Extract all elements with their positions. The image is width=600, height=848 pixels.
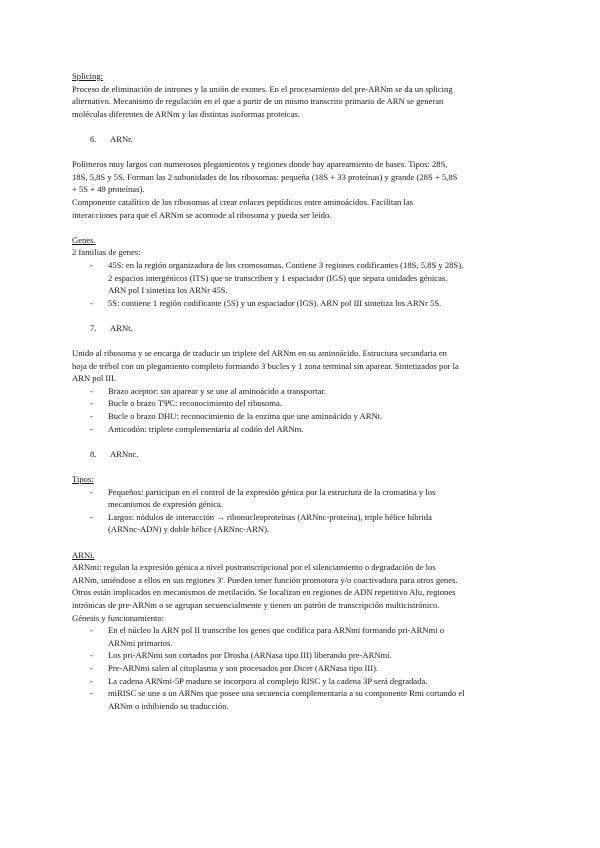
paragraph-line: Proceso de eliminación de intrones y la unión de exones. En el procesamiento del pre-ARNm se da un splicing [72,83,453,94]
splicing-heading: Splicing: [72,71,104,81]
section-8-heading [72,448,524,461]
list-item [72,649,524,662]
section-number: 8. [90,448,97,459]
section-number: 7. [90,322,97,333]
list-item-line: - 5S: contiene 1 región codificante (5S) y un espaciador (IGS). ARN pol III sintetiza los ARNr 5S. [108,297,442,308]
list-item: - Bucle o brazo DHU: reconocimiento de la enzima que une aminoácido y ARNt. [72,410,524,423]
list-item [72,511,524,536]
paragraph-line: hoja de trébol con un plegamiento completo formando 3 bucles y 1 zona terminal sin aparear. Sintetizados por la [72,360,459,371]
paragraph-line: ARNmi: regulan la expresión génica a nivel postranscripcional por el silenciamiento o degradación de los [72,562,436,573]
paragraph-line: moléculas diferentes de ARNm y las distintas isoformas proteicas. [72,108,300,119]
paragraph-line: ARNm, uniéndose a ellos en sus regiones 3'. Pueden tener función promotora y/o coactivadora para otros genes. [72,574,458,585]
paragraph-line: Génesis y funcionamiento: [72,612,165,623]
section-number: 6. [90,133,97,144]
list-item-line: - miRISC se une a un ARNm que posee una secuencia complementaria a su componente Rmi cortando el [108,688,465,699]
paragraph-line: interacciones para que el ARNm se acomode al ribosoma y pueda ser leído. [72,209,332,220]
arni-heading: ARNi. [72,549,95,560]
list-item [72,297,524,310]
list-item: - Brazo aceptor: sin aparear y se une al aminoácido a transportar. [72,385,524,398]
paragraph-line: alternativo. Mecanismo de regulación en el que a partir de un mismo transcrito primario de ARN se generan [72,96,444,107]
list-item-line: - En el núcleo la ARN pol II transcribe los genes que codifica para ARNmi formando pri-ARNmi o [108,625,445,636]
section-title: ARNt. [110,322,133,333]
list-item-line: mecanismos de expresión génica. [108,499,224,510]
list-item-line: ARN pol I sintetiza los ARNr 45S. [108,285,228,296]
list-item [72,687,524,712]
paragraph-line: + 5S + 49 proteínas). [72,184,145,195]
list-item-line: - La cadena ARNmi-5P maduro se incorpora al complejo RISC y la cadena 3P será degradada. [108,675,428,686]
list-item-line: 2 espacios intergénicos (ITS) que se transcriben y 1 espaciador (IGS) que separa unidades génicas. [108,272,448,283]
paragraph-line: intrónicas de pre-ARNm o se agrupan secuencialmente y tienen un patrón de transcripción multicistrónico. [72,599,440,610]
list-item-line: - Pequeños: participan en el control de la expresión génica por la estructura de la cromatina y los [108,486,436,497]
list-item [72,259,524,297]
paragraph-line: Polímeros muy largos con numerosos plegamientos y regiones donde hay apareamiento de bases. Tipos: 28S, [72,159,448,170]
list-item-line: - Largos: nódulos de interacción → ribonucleoproteínas (ARNnc-proteína), triple hélice híbrida [108,511,432,522]
section-title: ARNr. [110,133,133,144]
trna-parts-list [72,385,524,435]
genes-intro: 2 familias de genes: [72,247,141,258]
list-item [72,624,524,649]
list-item [72,675,524,688]
list-item: - Bucle o brazo TΨC: reconocimiento del ribosoma. [72,397,524,410]
list-item-line: ARNm o inhibiendo su traducción. [108,700,229,711]
paragraph-line: Unido al ribosoma y se encarga de traducir un triplete del ARNm en su aminoácido. Estructura secundaria en [72,348,447,359]
list-item-line: ARNmi primarios. [108,637,173,648]
tipos-list [72,486,524,536]
list-item [72,662,524,675]
genesis-list [72,624,524,712]
tipos-heading: Tipos: [72,474,94,484]
section-7-heading [72,322,524,335]
paragraph-line: 18S, 5,8S y 5S. Forman las 2 subunidades de los ribosomas: pequeña (18S + 33 proteínas) y grande (28S + 5,8S [72,171,458,182]
list-item-line: - Los pri-ARNmi son cortados por Drosha (ARNasa tipo III) liberando pre-ARNmi. [108,650,392,661]
genes-list [72,259,524,309]
list-item-line: (ARNnc-ADN) y doble hélice (ARNnc-ARN). [108,524,270,535]
list-item-line: - Pre-ARNmi salen al citoplasma y son procesados por Dicer (ARNasa tipo III). [108,662,379,673]
paragraph-line: Componente catalítico de los ribosomas al crear enlaces peptídicos entre aminoácidos. Facilitan las [72,196,414,207]
paragraph-line: ARN pol III. [72,373,117,384]
list-item-line: - 45S: en la región organizadora de los cromosomas. Contiene 3 regiones codificantes (18S, 5,8S y 28S), [108,259,464,270]
list-item [72,486,524,511]
document-page [72,70,524,712]
section-title: ARNnc. [110,448,139,459]
genes-heading: Genes. [72,234,96,245]
section-6-heading [72,133,524,146]
list-item: - Anticodón: triplete complementaria al codón del ARNm. [72,423,524,436]
paragraph-line: Otros están implicados en mecanismos de metilación. Se localizan en regiones de ADN repetitivo Alu, regiones [72,587,456,598]
